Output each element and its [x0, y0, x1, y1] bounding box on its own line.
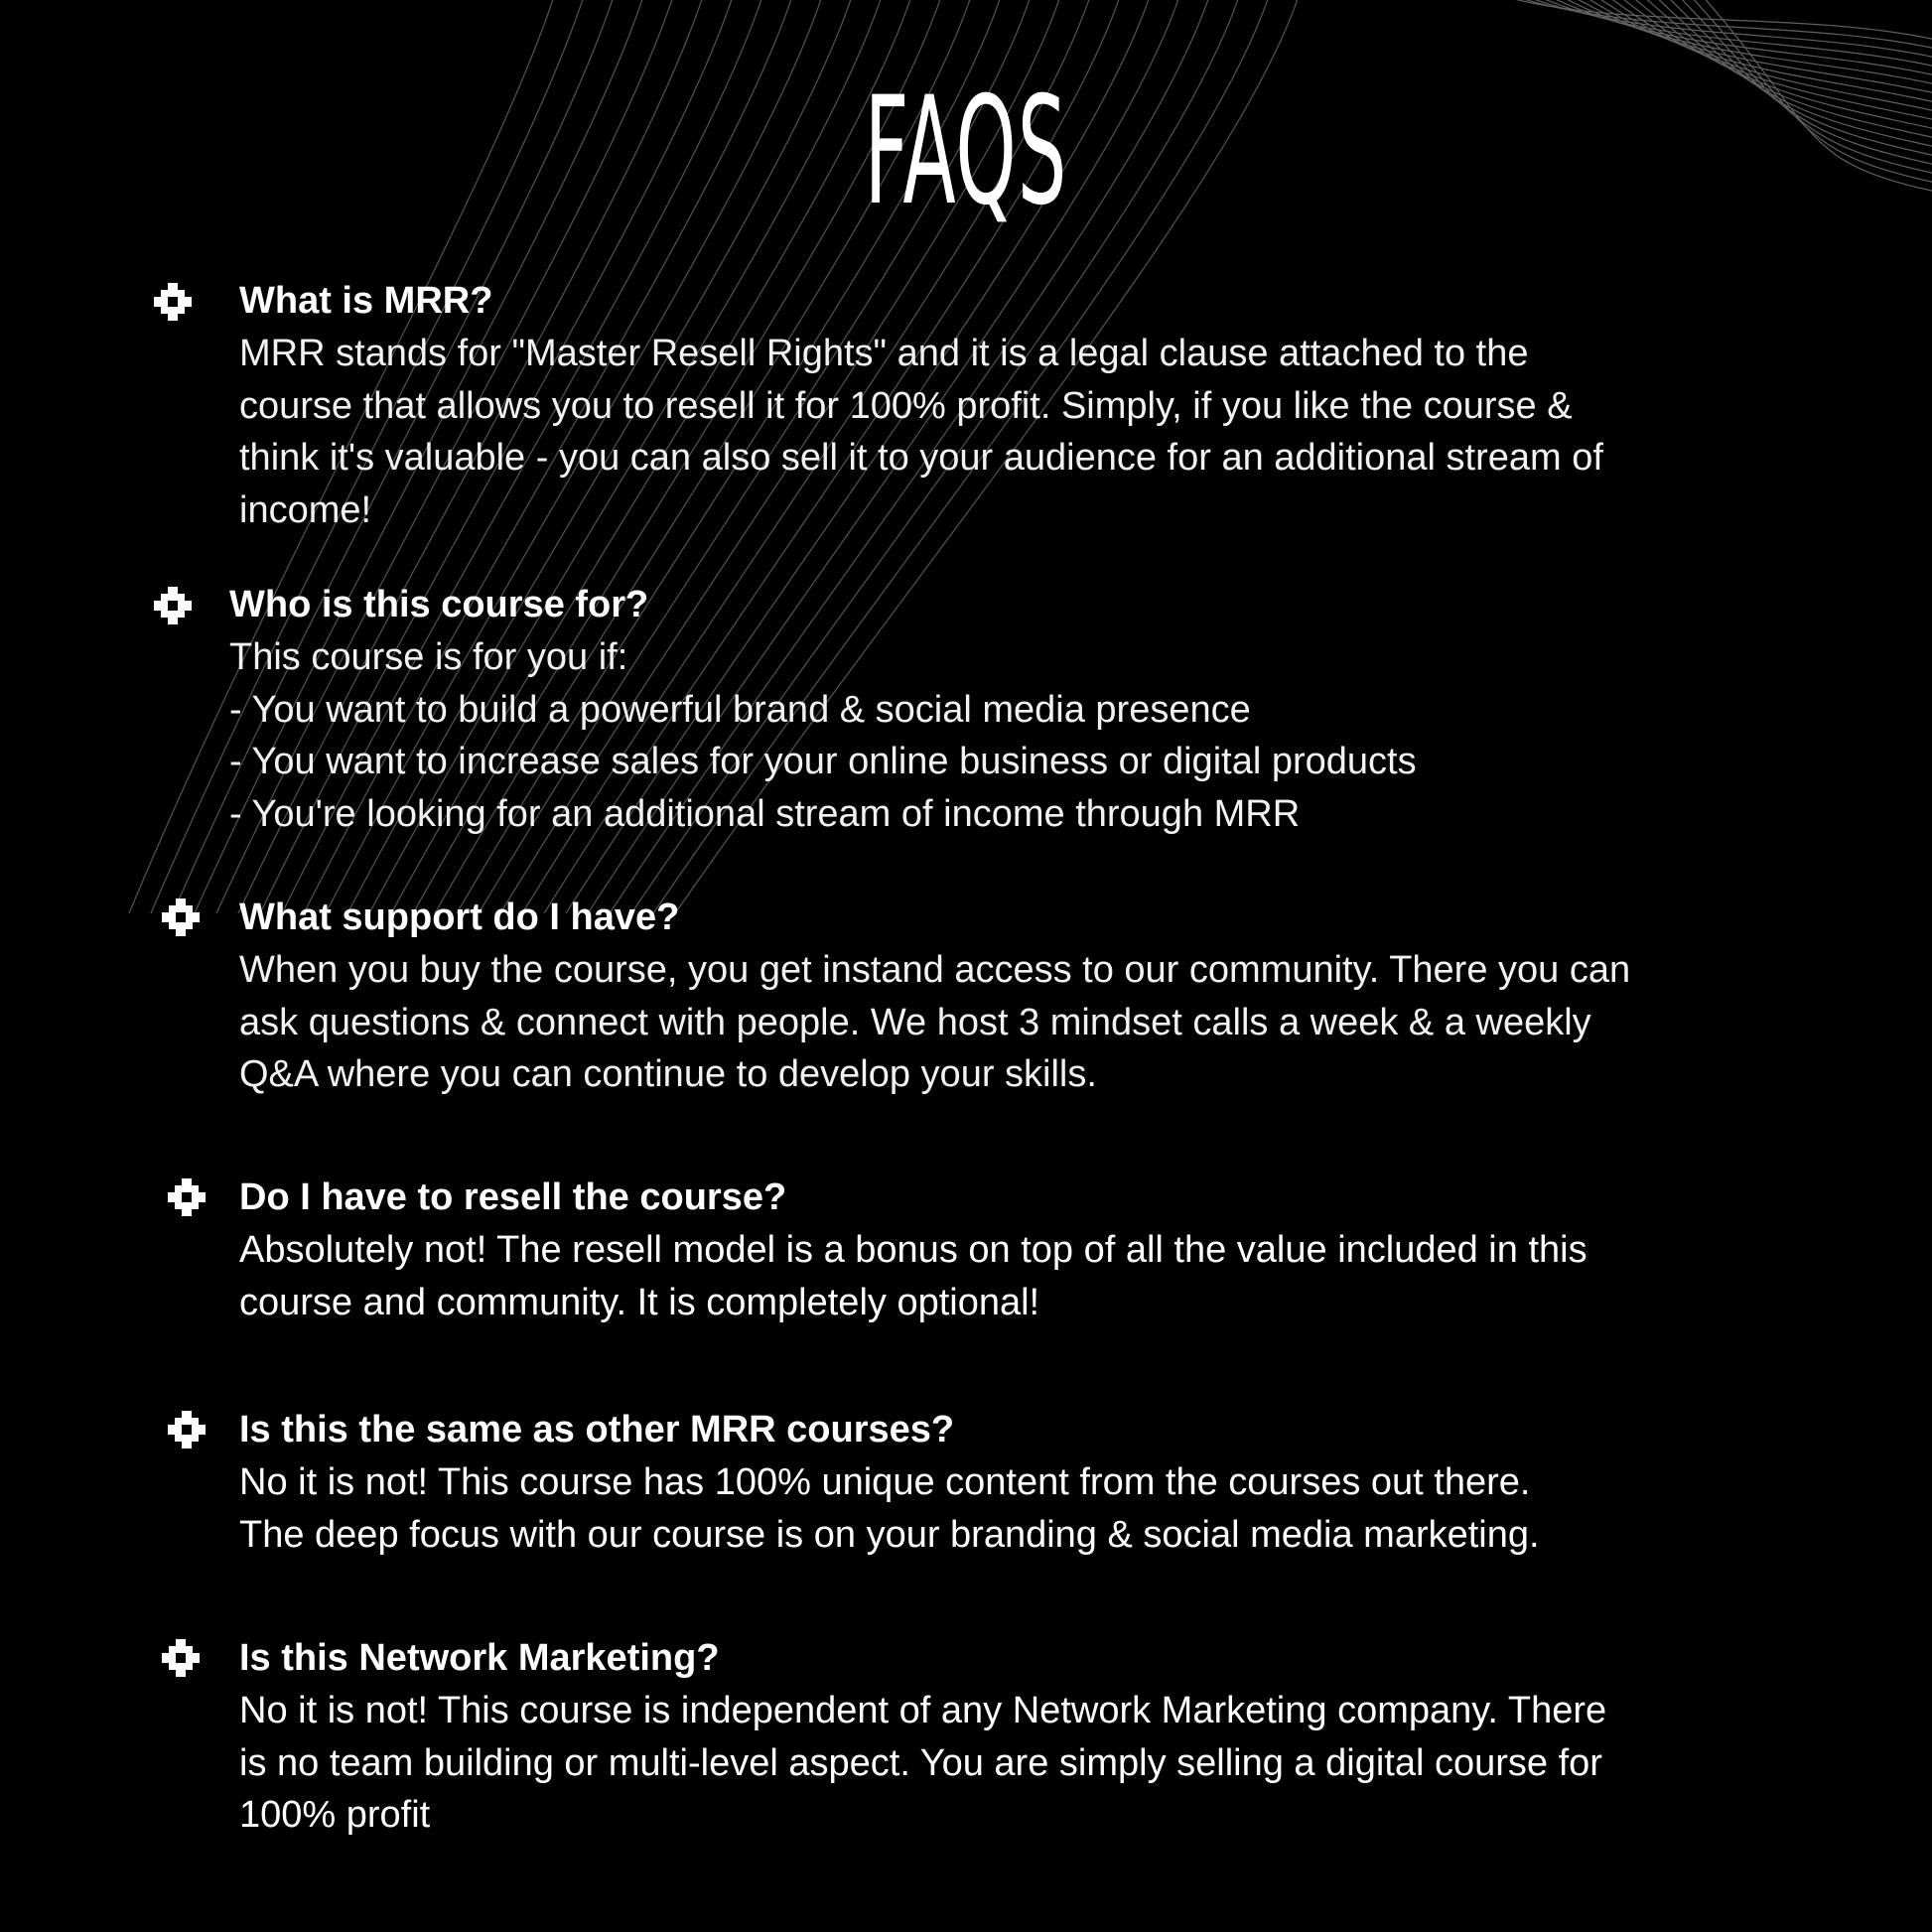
answer-line: - You're looking for an additional stream of income through MRR: [229, 792, 1301, 835]
answer-line: ask questions & connect with people. We host 3 mindset calls a week & a weekly: [239, 1001, 1591, 1043]
background-line: [1523, 0, 1932, 58]
answer-line: income!: [239, 488, 372, 531]
faq-question: Is this the same as other MRR courses?: [239, 1409, 955, 1450]
faq-answer: [239, 328, 1603, 536]
background-line: [1702, 0, 1932, 192]
background-line: [1666, 0, 1932, 165]
background-line: [1618, 0, 1932, 129]
faq-question: What support do I have?: [239, 897, 680, 938]
background-line: [1547, 0, 1932, 75]
background-line: [1511, 0, 1932, 49]
faq-question: What is MRR?: [239, 280, 493, 322]
answer-line: 100% profit: [239, 1794, 431, 1836]
page-title: FAQS: [864, 66, 1068, 238]
faq-answer: [239, 1685, 1606, 1842]
background-line: [1690, 0, 1932, 183]
cross-diamond-icon: [159, 896, 203, 939]
faq-answer: [239, 1224, 1587, 1328]
answer-line: No it is not! This course is independent of any Network Marketing company. There: [239, 1690, 1607, 1731]
answer-line: MRR stands for "Master Resell Rights" and it is a legal clause attached to the: [239, 333, 1529, 374]
background-line: [1559, 0, 1932, 84]
faq-answer: [239, 944, 1630, 1101]
answer-line: No it is not! This course has 100% unique content from the courses out there.: [239, 1461, 1531, 1503]
background-line: [1594, 0, 1932, 111]
faq-question: Is this Network Marketing?: [239, 1637, 720, 1679]
answer-line: Q&A where you can continue to develop your skills.: [239, 1053, 1097, 1095]
background-line: [1606, 0, 1932, 120]
answer-line: course and community. It is completely optional!: [239, 1281, 1040, 1323]
background-line: [1654, 0, 1932, 156]
answer-line: This course is for you if:: [229, 636, 628, 678]
cross-diamond-icon: [165, 1175, 208, 1219]
answer-line: - You want to build a powerful brand & social media presence: [229, 688, 1251, 731]
answer-line: - You want to increase sales for your online business or digital products: [229, 741, 1417, 782]
background-line: [1678, 0, 1932, 174]
background-line: [1630, 0, 1932, 138]
answer-line: When you buy the course, you get instand access to our community. There you can: [239, 949, 1631, 991]
background-line: [1499, 0, 1932, 40]
cross-diamond-icon: [159, 1636, 203, 1680]
answer-line: course that allows you to resell it for 100% profit. Simply, if you like the course &: [239, 384, 1573, 427]
cross-diamond-icon: [151, 280, 195, 324]
background-line: [1642, 0, 1932, 147]
faq-question: Do I have to resell the course?: [239, 1176, 787, 1218]
cross-diamond-icon: [151, 584, 195, 627]
cross-diamond-icon: [165, 1408, 208, 1451]
faq-question: Who is this course for?: [229, 584, 649, 625]
answer-line: think it's valuable - you can also sell it to your audience for an additional stream of: [239, 437, 1603, 479]
background-line: [1571, 0, 1932, 93]
background-line: [1535, 0, 1932, 67]
answer-line: is no team building or multi-level aspect. You are simply selling a digital course for: [239, 1741, 1602, 1784]
answer-line: The deep focus with our course is on your branding & social media marketing.: [239, 1513, 1540, 1556]
answer-line: Absolutely not! The resell model is a bonus on top of all the value included in this: [239, 1229, 1587, 1271]
faq-answer: [229, 631, 1417, 840]
faq-answer: [239, 1456, 1540, 1561]
background-line: [1583, 0, 1932, 102]
